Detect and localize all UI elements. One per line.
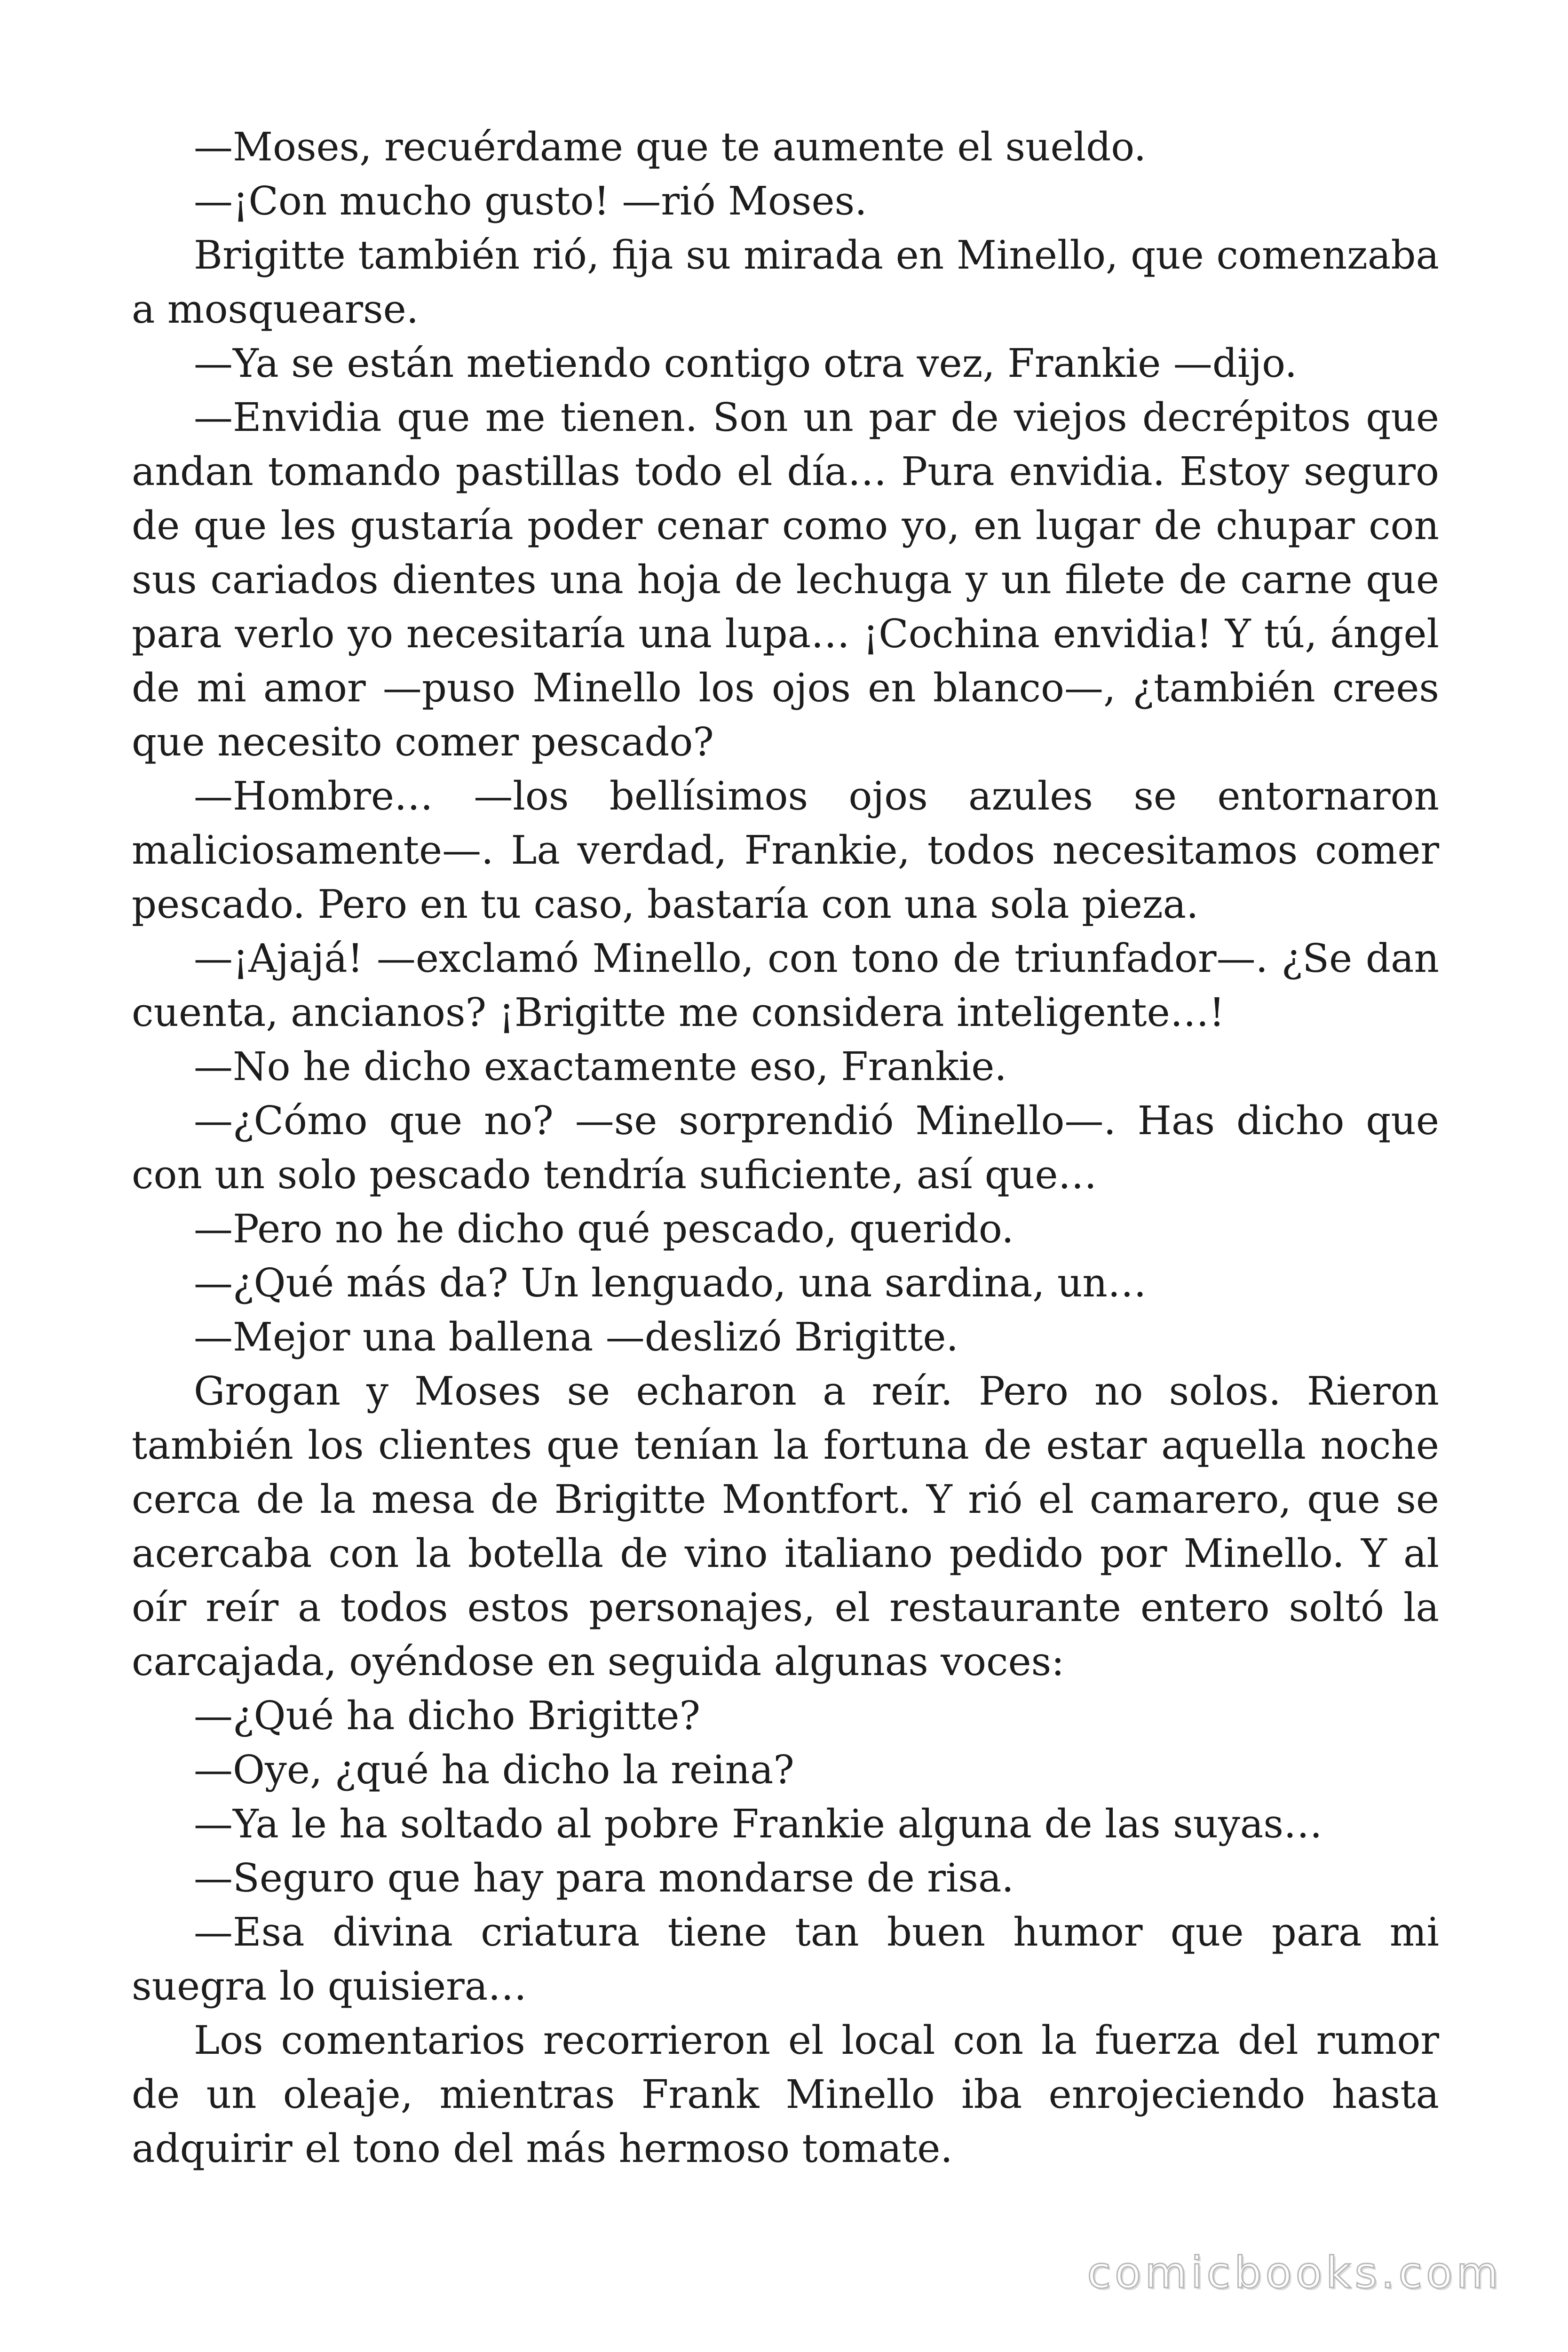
paragraph: —Oye, ¿qué ha dicho la reina? — [194, 1747, 794, 1793]
book-page-text — [132, 120, 1439, 2176]
paragraph: —Ya le ha soltado al pobre Frankie alguna de las suyas… — [194, 1801, 1323, 1847]
paragraph: Los comentarios recorrieron el local con la fuerza del rumor de un oleaje, mientras Frank Minello iba enrojeciendo hasta adquirir el tono del más hermoso tomate. — [132, 2018, 1439, 2171]
watermark: comicbooks.com — [1087, 2248, 1502, 2298]
paragraph: —Ya se están metiendo contigo otra vez, Frankie —dijo. — [194, 341, 1298, 386]
paragraph: Brigitte también rió, fija su mirada en Minello, que comenzaba a mosquearse. — [132, 232, 1439, 332]
paragraph: —¿Qué más da? Un lenguado, una sardina, un… — [194, 1260, 1147, 1306]
paragraph: —Pero no he dicho qué pescado, querido. — [194, 1206, 1014, 1252]
paragraph: Grogan y Moses se echaron a reír. Pero no solos. Rieron también los clientes que tenían la fortuna de estar aquella noche cerca de la mesa de Brigitte Montfort. Y rió el camarero, que se acercaba con la botella de vino italiano pedido por Minello. Y al oír reír a todos estos personajes, el restaurante entero soltó la carcajada, oyéndose en seguida algunas voces: — [132, 1368, 1439, 1685]
paragraph: —Seguro que hay para mondarse de risa. — [194, 1855, 1014, 1901]
paragraph: —¿Qué ha dicho Brigitte? — [194, 1693, 701, 1739]
paragraph: —Esa divina criatura tiene tan buen humor que para mi suegra lo quisiera… — [132, 1909, 1439, 2009]
paragraph: —Moses, recuérdame que te aumente el sueldo. — [194, 124, 1147, 170]
paragraph: —Hombre… —los bellísimos ojos azules se entornaron maliciosamente—. La verdad, Frankie, todos necesitamos comer pescado. Pero en tu caso, bastaría con una sola pieza. — [132, 773, 1439, 927]
paragraph: —¿Cómo que no? —se sorprendió Minello—. Has dicho que con un solo pescado tendría suficiente, así que… — [132, 1098, 1439, 1198]
paragraph: —No he dicho exactamente eso, Frankie. — [194, 1044, 1007, 1089]
paragraph: —¡Ajajá! —exclamó Minello, con tono de triunfador—. ¿Se dan cuenta, ancianos? ¡Brigitte me considera inteligente…! — [132, 936, 1439, 1035]
paragraph: —Mejor una ballena —deslizó Brigitte. — [194, 1314, 958, 1360]
paragraph: —¡Con mucho gusto! —rió Moses. — [194, 178, 867, 224]
paragraph: —Envidia que me tienen. Son un par de viejos decrépitos que andan tomando pastillas todo el día… Pura envidia. Estoy seguro de que les gustaría poder cenar como yo, en lugar de chupar con sus cariados dientes una hoja de lechuga y un filete de carne que para verlo yo necesitaría una lupa… ¡Cochina envidia! Y tú, ángel de mi amor —puso Minello los ojos en blanco—, ¿también crees que necesito comer pescado? — [132, 395, 1439, 765]
